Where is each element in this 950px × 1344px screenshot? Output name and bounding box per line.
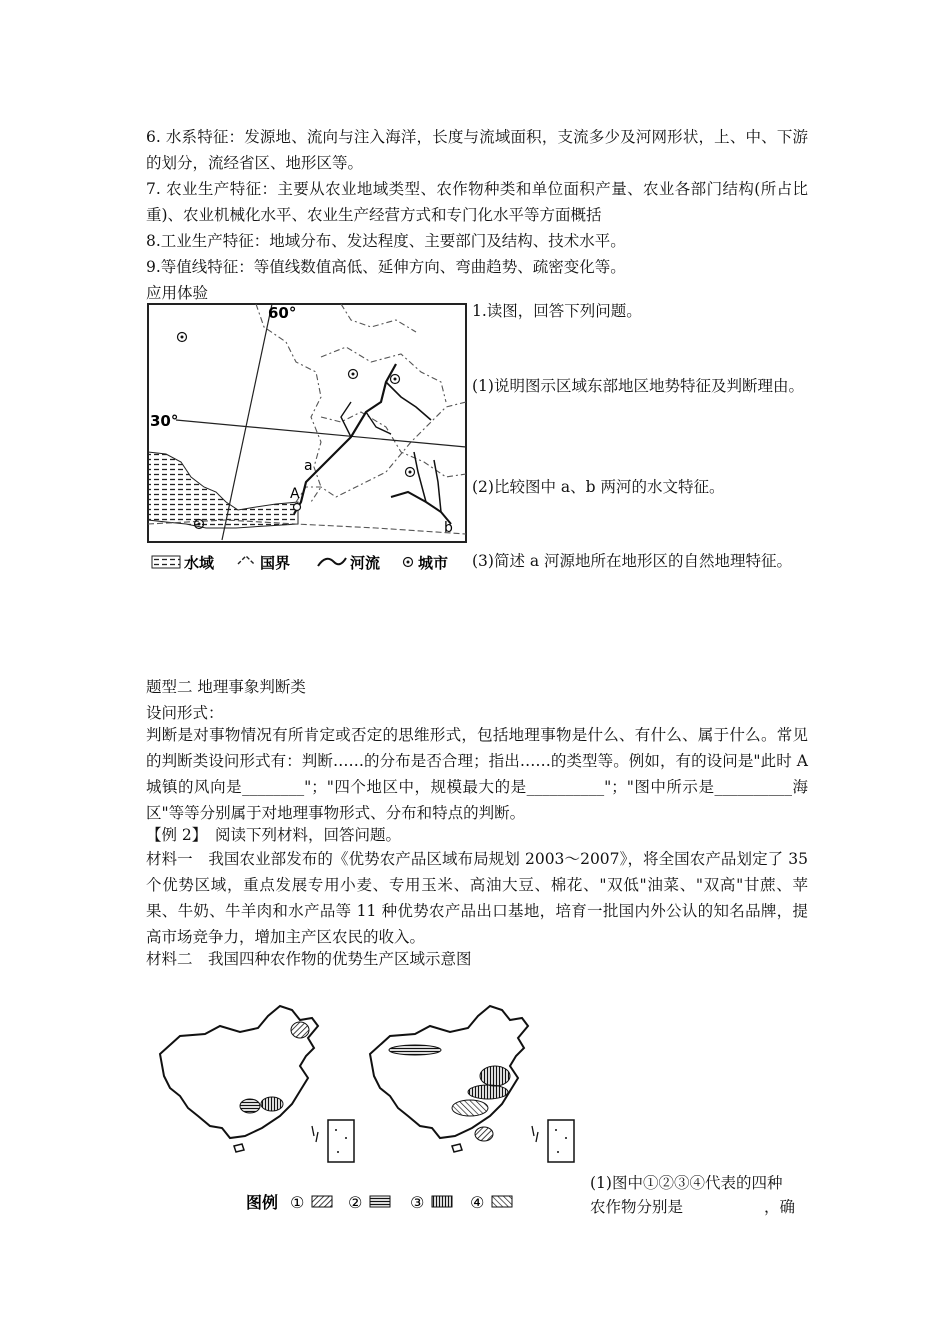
type2-form-label: 设问形式： [146,704,224,722]
legend-border-label: 国界 [260,554,291,572]
crop-legend-swatch-2 [370,1196,390,1207]
south-sea-inset-right [548,1120,574,1162]
example2-question-1-end: ，确 [764,1198,796,1216]
feature-item-6: 6. 水系特征：发源地、流向与注入海洋，长度与流域面积，支流多少及河网形状，上、中、下游的划分，流经省区、地形区等。 [146,128,808,172]
feature-item-8: 8.工业生产特征：地域分布、发达程度、主要部门及结构、技术水平。 [146,232,626,250]
crop-legend-marker-3: ③ [410,1193,425,1212]
river-a-label: a [304,458,313,474]
crop-region-3-left [261,1097,283,1111]
crop-region-4-right [452,1100,488,1116]
crop-region-2-left [240,1099,260,1113]
crop-region-3-right [480,1066,510,1086]
crop-region-1-left [291,1022,309,1038]
legend-river-swatch [318,558,346,566]
application-heading: 应用体验 [146,284,209,302]
crop-legend-swatch-3 [432,1196,452,1207]
latitude-60-label: 60° [268,304,297,322]
example2-title: 【例 2】 阅读下列材料，回答问题。 [146,826,402,844]
example2-question-1-line-1: (1)图中①②③④代表的四种 [590,1174,783,1192]
crop-legend-marker-1: ① [290,1193,305,1212]
latitude-30-label: 30° [150,412,179,430]
south-sea-inset-left [328,1120,354,1162]
legend-water-label: 水域 [184,554,215,572]
type2-description: 判断是对事物情况有所肯定或否定的思维形式，包括地理事物是什么、有什么、属于什么。常见的判断类设问形式有：判断……的分布是否合理；指出……的类型等。例如，有的设问是"此时 A 城镇的风向是________"；"四个地区中，规模最大的是__________"；"图中所示是__________海区"等等分别属于对地理事物形式、分布和特点的判断。 [146,726,808,822]
feature-item-7: 7. 农业生产特征：主要从农业地域类型、农作物种类和单位面积产量、农业各部门结构(所占比重)、农业机械化水平、农业生产经营方式和专门化水平等方面概括 [146,180,808,224]
feature-item-9: 9.等值线特征：等值线数值高低、延伸方向、弯曲趋势、疏密变化等。 [146,258,626,276]
hainan-right [452,1144,462,1152]
river-b-label: b [444,520,453,536]
legend-city-swatch [404,558,413,567]
crop-region-3b-right [468,1085,508,1099]
question-1-intro: 1.读图，回答下列问题。 [472,302,642,320]
legend-river-label: 河流 [350,554,381,572]
hainan-left [234,1144,244,1152]
town-A-label: A [290,486,300,502]
crop-region-2-right [389,1045,441,1055]
example2-material-1: 材料一 我国农业部发布的《优势农产品区域布局规划 2003～2007》，将全国农产品划定了 35 个优势区域，重点发展专用小麦、专用玉米、高油大豆、棉花、"双低"油菜、"双高"甘蔗、苹果、牛奶、牛羊肉和水产品等 11 种优势农产品出口基地，培育一批国内外公认的知名品牌，提高市场竞争力，增加主产区农民的收入。 [146,850,808,946]
question-1-part-2: (2)比较图中 a、b 两河的水文特征。 [472,478,725,496]
legend-water-swatch [152,556,180,568]
crop-region-maps-figure [150,996,610,1216]
example2-question-1-line-2: 农作物分别是 [590,1198,684,1216]
town-A-marker [294,504,301,511]
example2-material-2: 材料二 我国四种农作物的优势生产区域示意图 [146,950,472,968]
crop-legend-swatch-4 [492,1196,512,1207]
crop-legend-swatch-1 [312,1196,332,1207]
question-1-part-1: (1)说明图示区域东部地区地势特征及判断理由。 [472,377,804,395]
crop-region-1-right [475,1127,493,1141]
legend-border-swatch [238,556,254,564]
crop-legend-title: 图例 [246,1193,279,1212]
question-1-part-3: (3)简述 a 河源地所在地形区的自然地理特征。 [472,552,793,570]
legend-city-label: 城市 [418,554,449,572]
region-map-figure [146,302,468,572]
crop-legend-marker-4: ④ [470,1193,485,1212]
type2-heading: 题型二 地理事象判断类 [146,678,306,696]
crop-legend-marker-2: ② [348,1193,363,1212]
